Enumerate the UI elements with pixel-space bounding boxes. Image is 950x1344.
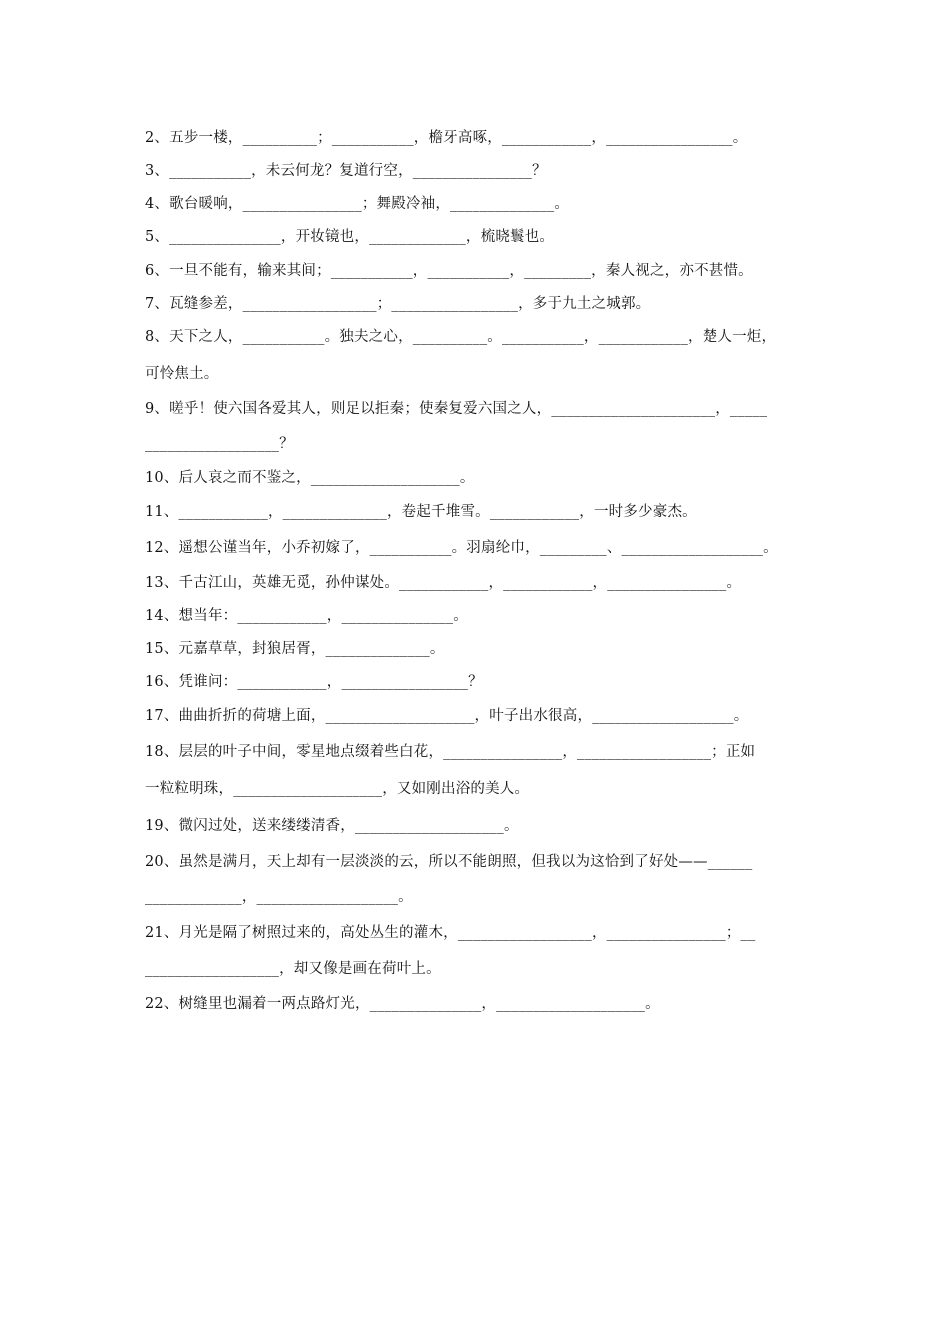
question-line: 11、____________，______________，卷起千堆雪。____________，一时多少豪杰。: [145, 504, 697, 520]
question-line: 3、___________，未云何龙？复道行空，________________？: [145, 163, 547, 179]
question-line: 9、嗟乎！使六国各爱其人，则足以拒秦；使秦复爱六国之人，______________________，_____: [145, 401, 768, 417]
question-line-continuation: 可怜焦土。: [145, 366, 219, 382]
question-line: 15、元嘉草草，封狼居胥，______________。: [145, 641, 445, 657]
question-line: 21、月光是隔了树照过来的，高处丛生的灌木，__________________，________________；__: [145, 925, 756, 941]
question-line: 20、虽然是满月，天上却有一层淡淡的云，所以不能朗照，但我以为这恰到了好处——______: [145, 854, 753, 870]
question-line-continuation: __________________？: [145, 436, 294, 452]
question-line: 18、层层的叶子中间，零星地点缀着些白花，________________，__________________；正如: [145, 744, 756, 760]
question-line: 5、_______________，开妆镜也，_____________，梳晓鬟也。: [145, 229, 555, 245]
question-line-continuation: _____________，___________________。: [145, 889, 413, 905]
question-line-continuation: __________________，却又像是画在荷叶上。: [145, 961, 441, 977]
question-line: 12、遥想公谨当年，小乔初嫁了，___________。羽扇纶巾，_________、___________________。: [145, 540, 778, 556]
question-line: 10、后人哀之而不鉴之，____________________。: [145, 470, 475, 486]
question-line: 6、一旦不能有，输来其间；___________，___________，_________，秦人视之，亦不甚惜。: [145, 263, 753, 279]
question-line: 14、想当年：____________，_______________。: [145, 608, 468, 624]
question-line: 8、天下之人，___________。独夫之心，__________。___________，____________，楚人一炬，: [145, 329, 777, 345]
question-line: 16、凭谁问：____________，_________________？: [145, 674, 483, 690]
question-line-continuation: 一粒粒明珠，____________________，又如刚出浴的美人。: [145, 781, 530, 797]
question-line: 4、歌台暖响，________________；舞殿冷袖，______________。: [145, 196, 570, 212]
question-line: 17、曲曲折折的荷塘上面，____________________，叶子出水很高，___________________。: [145, 708, 749, 724]
question-line: 19、微闪过处，送来缕缕清香，____________________。: [145, 818, 519, 834]
question-line: 13、千古江山，英雄无觅，孙仲谋处。____________，____________，________________。: [145, 575, 742, 591]
question-line: 7、瓦缝参差，__________________；_________________，多于九土之城郭。: [145, 296, 651, 312]
question-line: 2、五步一楼，__________；___________，檐牙高啄，____________，_________________。: [145, 130, 748, 146]
question-line: 22、树缝里也漏着一两点路灯光，_______________，____________________。: [145, 996, 660, 1012]
